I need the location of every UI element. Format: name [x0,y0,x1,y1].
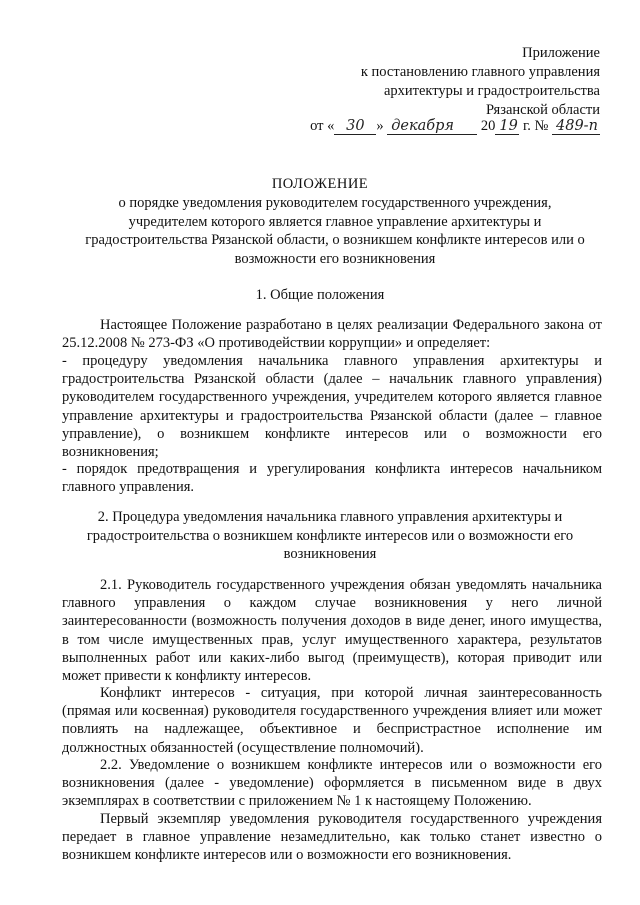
date-close-quote: » [376,118,384,134]
appendix-line-2: к постановлению главного управления [360,64,600,80]
section-1-paragraph-2: - процедуру уведомления начальника главного управления архитектуры и градостроительства Рязанской области (далее – начальник главного управления) руководителем государственного учреждения, учредителем которого является главное управление архитектуры и градостроительства Рязанской области (далее – главное управление), о возникшем конфликте интересов или о возможности его возникновения; [62,353,602,461]
section-1-paragraph-3: - порядок предотвращения и урегулирования конфликта интересов начальником главного управления. [62,461,602,496]
section-2-heading: 2. Процедура уведомления начальника главного управления архитектуры и градостроительства о возникшем конфликте интересов или о возможности его возникновения [86,509,574,562]
section-1-heading: 1. Общие положения [255,287,385,303]
handwritten-month: декабря [387,119,477,135]
date-prefix: от « [310,118,335,134]
section-2-paragraph-4: Первый экземпляр уведомления руководителя государственного учреждения передает в главное управление незамедлительно, как только станет известно о возникшем конфликте интересов или о возможности его возникновения. [62,811,602,864]
appendix-line-3: архитектуры и градостроительства [383,83,600,99]
section-2-paragraph-3: 2.2. Уведомление о возникшем конфликте интересов или о возможности его возникновения (далее - уведомление) оформляется в письменном виде в двух экземплярах в соответствии с приложением № 1 к настоящему Положению. [62,757,602,810]
appendix-line-1: Приложение [522,45,600,61]
appendix-line-4: Рязанской области [486,102,600,118]
document-title: ПОЛОЖЕНИЕ [271,176,369,192]
date-line [310,118,600,135]
handwritten-number: 489-п [552,119,600,135]
year-prefix: 20 [480,118,496,134]
section-2-paragraph-1: 2.1. Руководитель государственного учреждения обязан уведомлять начальника главного управления о каждом случае возникновения у него личной заинтересованности (возможность получения доходов в виде денег, иного имущества, в том числе имущественных прав, услуг имущественного характера, результатов выполненных работ или каких-либо выгод (преимуществ), которая приводит или может привести к конфликту интересов. [62,577,602,685]
handwritten-year: 19 [495,119,519,135]
section-1-paragraph-1: Настоящее Положение разработано в целях реализации Федерального закона от 25.12.2008 № 273-ФЗ «О противодействии коррупции» и определяет: [62,317,602,352]
handwritten-day: 30 [334,119,376,135]
year-number-label: г. № [522,118,549,134]
section-2-paragraph-2: Конфликт интересов - ситуация, при которой личная заинтересованность (прямая или косвенная) руководителя государственного учреждения влияет или может повлиять на надлежащее, объективное и беспристрастное исполнение им должностных обязанностей (осуществление полномочий). [62,685,602,756]
document-subtitle: о порядке уведомления руководителем государственного учреждения, учредителем которого является главное управление архитектуры и градостроительства Рязанской области, о возникшем конфликте интересов или о возможности его возникновения [85,195,585,267]
appendix-block [361,44,600,120]
